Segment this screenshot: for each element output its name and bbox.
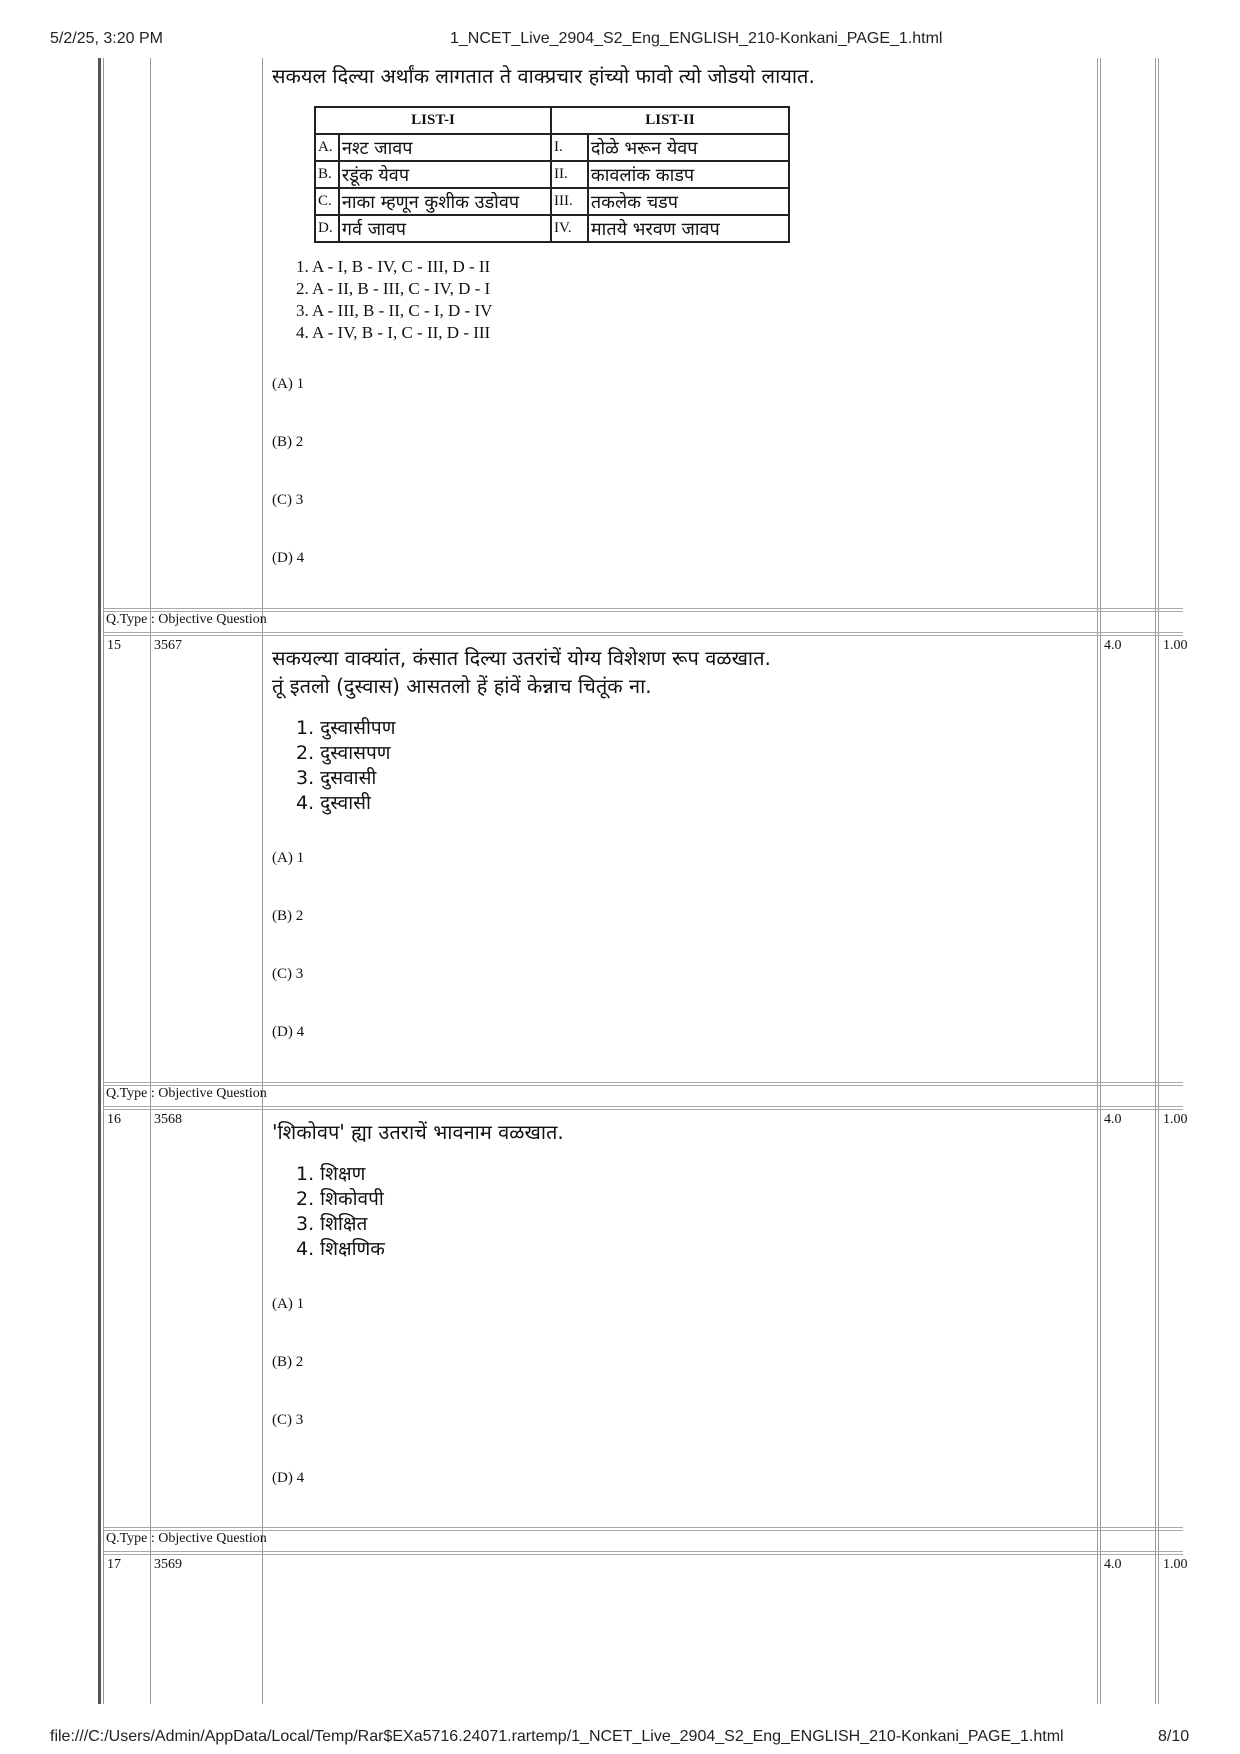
option-b[interactable]: (B) 2 [272,908,304,924]
row-value: नाका म्हणून कुशीक उडोवप [339,188,551,215]
row-divider [103,1109,1183,1110]
table-left-border [98,58,101,1704]
negative-marks: 1.00 [1163,638,1187,653]
option-d[interactable]: (D) 4 [272,1024,305,1040]
table-row [315,215,789,242]
row-divider [103,1106,1183,1107]
marks: 4.0 [1104,1557,1122,1572]
negative-marks: 1.00 [1163,1557,1187,1572]
row-value: कावलांक काडप [588,161,789,188]
option-d[interactable]: (D) 4 [272,550,305,566]
question-id: 3569 [154,1557,182,1572]
table-row [315,188,789,215]
col-divider [1155,58,1156,1704]
question-number: 17 [107,1557,121,1572]
choice-item: 2. दुस्वासपण [296,742,391,764]
choice-item: 1. A - I, B - IV, C - III, D - II [296,257,491,276]
col-divider [262,58,263,1704]
option-b[interactable]: (B) 2 [272,434,304,450]
option-b[interactable]: (B) 2 [272,1354,304,1370]
row-key: C. [315,188,339,215]
row-divider [103,632,1183,633]
row-divider [103,1082,1183,1083]
choice-list [296,1162,385,1262]
option-c[interactable]: (C) 3 [272,1412,304,1428]
option-c[interactable]: (C) 3 [272,492,304,508]
question-sentence: तूं इतलो (दुस्वास) आसतलो हें हांवें केन्नाच चितूंक ना. [272,674,652,698]
row-key: II. [551,161,588,188]
print-page-number: 8/10 [1158,1728,1190,1745]
option-a[interactable]: (A) 1 [272,850,305,866]
choice-item: 2. A - II, B - III, C - IV, D - I [296,279,491,298]
row-key: IV. [551,215,588,242]
print-file-title: 1_NCET_Live_2904_S2_Eng_ENGLISH_210-Konkani_PAGE_1.html [450,30,943,47]
choice-item: 2. शिकोवपी [296,1188,384,1210]
question-id: 3567 [154,638,182,653]
option-a[interactable]: (A) 1 [272,376,305,392]
choice-item: 4. दुस्वासी [296,792,371,814]
option-d[interactable]: (D) 4 [272,1470,305,1486]
row-divider [103,1527,1183,1528]
choice-item: 4. A - IV, B - I, C - II, D - III [296,323,491,342]
table-row [315,161,789,188]
print-file-path: file:///C:/Users/Admin/AppData/Local/Temp/Rar$EXa5716.24071.rartemp/1_NCET_Live_2904_S2_Eng_ENGLISH_210-Konkani_PAGE_1.html [50,1728,1064,1745]
row-key: A. [315,134,339,161]
row-key: D. [315,215,339,242]
row-value: दोळे भरून येवप [588,134,789,161]
question-text: सकयल दिल्या अर्थांक लागतात ते वाक्प्रचार हांच्यो फावो त्यो जोडयो लायात. [272,64,815,88]
choice-list [296,716,395,816]
choice-item: 4. शिक्षणिक [296,1238,385,1260]
question-text: सकयल्या वाक्यांत, कंसात दिल्या उतरांचें योग्य विशेशण रूप वळखात. [272,646,771,670]
row-value: रडूंक येवप [339,161,551,188]
col-divider [1100,58,1101,1704]
list-2-header: LIST-II [551,107,789,134]
row-key: III. [551,188,588,215]
qtype-label: Q.Type : Objective Question [106,612,267,627]
choice-item: 3. A - III, B - II, C - I, D - IV [296,301,493,320]
marks: 4.0 [1104,638,1122,653]
row-key: B. [315,161,339,188]
option-c[interactable]: (C) 3 [272,966,304,982]
question-id: 3568 [154,1112,182,1127]
match-table [314,106,790,243]
row-divider [103,608,1183,609]
row-value: गर्व जावप [339,215,551,242]
negative-marks: 1.00 [1163,1112,1187,1127]
col-divider [150,58,151,1704]
row-value: तकलेक चडप [588,188,789,215]
choice-list [296,256,492,344]
col-divider [1158,58,1159,1704]
question-text: 'शिकोवप' ह्या उतराचें भावनाम वळखात. [272,1120,564,1144]
row-value: मातये भरवण जावप [588,215,789,242]
option-a[interactable]: (A) 1 [272,1296,305,1312]
choice-item: 3. दुसवासी [296,767,377,789]
row-value: नश्ट जावप [339,134,551,161]
question-number: 16 [107,1112,121,1127]
col-divider [1097,58,1098,1704]
choice-item: 1. शिक्षण [296,1163,366,1185]
qtype-label: Q.Type : Objective Question [106,1531,267,1546]
qtype-label: Q.Type : Objective Question [106,1086,267,1101]
choice-item: 3. शिक्षित [296,1213,368,1235]
list-1-header: LIST-I [315,107,551,134]
row-divider [103,1554,1183,1555]
table-row [315,134,789,161]
row-divider [103,635,1183,636]
col-divider [103,58,104,1704]
print-datetime: 5/2/25, 3:20 PM [50,30,163,47]
choice-item: 1. दुस्वासीपण [296,717,396,739]
row-divider [103,1551,1183,1552]
question-number: 15 [107,638,121,653]
row-key: I. [551,134,588,161]
marks: 4.0 [1104,1112,1122,1127]
